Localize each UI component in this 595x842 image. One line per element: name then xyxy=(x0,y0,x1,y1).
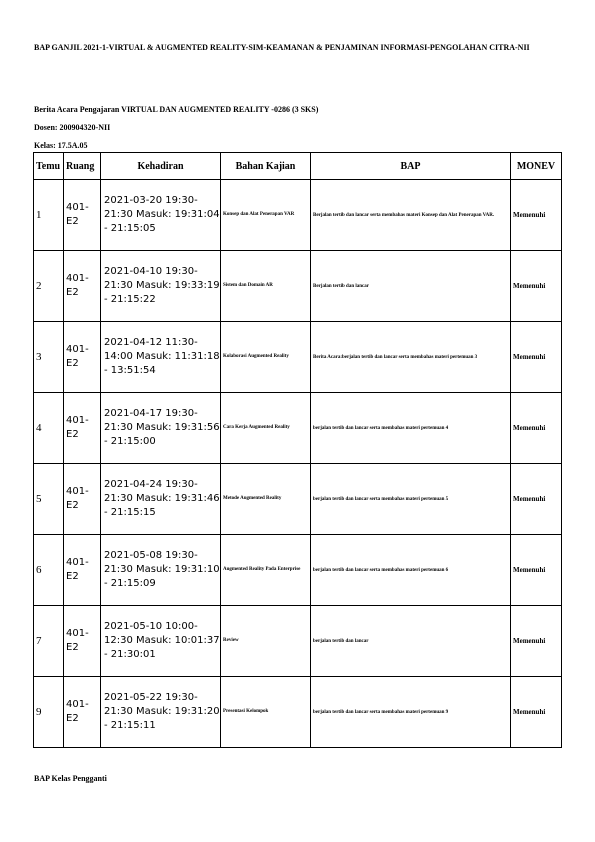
cell-kehadiran: 2021-05-08 19:30-21:30 Masuk: 19:31:10 - 21:15:09 xyxy=(101,535,221,606)
bap-table xyxy=(33,152,562,748)
course-name: Berita Acara Pengajaran VIRTUAL DAN AUGMENTED REALITY -0286 (3 SKS) xyxy=(34,105,319,114)
table-row xyxy=(34,322,562,393)
table-row xyxy=(34,251,562,322)
cell-bahan-kajian: Cara Kerja Augmented Reality xyxy=(221,393,311,464)
header-ruang: Ruang xyxy=(64,153,101,180)
table-row xyxy=(34,180,562,251)
cell-ruang: 401-E2 xyxy=(64,535,101,606)
cell-ruang: 401-E2 xyxy=(64,677,101,748)
cell-monev: Memenuhi xyxy=(511,322,562,393)
cell-bahan-kajian: Konsep dan Alat Penerapan VAR xyxy=(221,180,311,251)
cell-ruang: 401-E2 xyxy=(64,180,101,251)
cell-monev: Memenuhi xyxy=(511,464,562,535)
header-temu: Temu xyxy=(34,153,64,180)
cell-kehadiran: 2021-04-12 11:30-14:00 Masuk: 11:31:18 - 13:51:54 xyxy=(101,322,221,393)
header-monev: MONEV xyxy=(511,153,562,180)
cell-temu: 9 xyxy=(34,677,64,748)
table-row xyxy=(34,464,562,535)
cell-monev: Memenuhi xyxy=(511,606,562,677)
cell-bap: Berjalan tertib dan lancar serta membahas materi Konsep dan Alat Penerapan VAR. xyxy=(311,180,511,251)
table-row xyxy=(34,677,562,748)
cell-bap: Berita Acara:berjalan tertib dan lancar serta membahas materi pertemuan 3 xyxy=(311,322,511,393)
cell-ruang: 401-E2 xyxy=(64,322,101,393)
cell-kehadiran: 2021-03-20 19:30-21:30 Masuk: 19:31:04 - 21:15:05 xyxy=(101,180,221,251)
cell-kehadiran: 2021-05-22 19:30-21:30 Masuk: 19:31:20 - 21:15:11 xyxy=(101,677,221,748)
cell-bahan-kajian: Augmented Reality Pada Enterprise xyxy=(221,535,311,606)
cell-ruang: 401-E2 xyxy=(64,464,101,535)
cell-temu: 2 xyxy=(34,251,64,322)
cell-temu: 1 xyxy=(34,180,64,251)
cell-monev: Memenuhi xyxy=(511,251,562,322)
cell-bahan-kajian: Kolaborasi Augmented Reality xyxy=(221,322,311,393)
cell-kehadiran: 2021-04-17 19:30-21:30 Masuk: 19:31:56 - 21:15:00 xyxy=(101,393,221,464)
cell-temu: 7 xyxy=(34,606,64,677)
course-info xyxy=(34,101,318,155)
cell-ruang: 401-E2 xyxy=(64,251,101,322)
cell-bap: Berjalan tertib dan lancar xyxy=(311,251,511,322)
table-header-row xyxy=(34,153,562,180)
cell-kehadiran: 2021-04-10 19:30-21:30 Masuk: 19:33:19 - 21:15:22 xyxy=(101,251,221,322)
cell-temu: 5 xyxy=(34,464,64,535)
cell-bahan-kajian: Review xyxy=(221,606,311,677)
cell-ruang: 401-E2 xyxy=(64,393,101,464)
cell-temu: 4 xyxy=(34,393,64,464)
table-row xyxy=(34,535,562,606)
header-bap: BAP xyxy=(311,153,511,180)
cell-monev: Memenuhi xyxy=(511,677,562,748)
cell-bap: berjalan tertib dan lancar serta membahas materi pertemuan 6 xyxy=(311,535,511,606)
cell-temu: 6 xyxy=(34,535,64,606)
cell-monev: Memenuhi xyxy=(511,393,562,464)
table-row xyxy=(34,393,562,464)
cell-monev: Memenuhi xyxy=(511,535,562,606)
cell-kehadiran: 2021-04-24 19:30-21:30 Masuk: 19:31:46 - 21:15:15 xyxy=(101,464,221,535)
cell-ruang: 401-E2 xyxy=(64,606,101,677)
cell-temu: 3 xyxy=(34,322,64,393)
cell-bahan-kajian: Metode Augmented Reality xyxy=(221,464,311,535)
cell-bap: berjalan tertib dan lancar xyxy=(311,606,511,677)
class-code: Kelas: 17.5A.05 xyxy=(34,141,88,150)
cell-bahan-kajian: Presentasi Kelompok xyxy=(221,677,311,748)
cell-bahan-kajian: Sistem dan Domain AR xyxy=(221,251,311,322)
table-row xyxy=(34,606,562,677)
cell-bap: berjalan tertib dan lancar serta membahas materi pertemuan 9 xyxy=(311,677,511,748)
cell-monev: Memenuhi xyxy=(511,180,562,251)
lecturer-id: Dosen: 200904320-NII xyxy=(34,123,111,132)
cell-bap: berjalan tertib dan lancar serta membahas materi pertemuan 5 xyxy=(311,464,511,535)
header-bahan-kajian: Bahan Kajian xyxy=(221,153,311,180)
cell-kehadiran: 2021-05-10 10:00-12:30 Masuk: 10:01:37 - 21:30:01 xyxy=(101,606,221,677)
document-title: BAP GANJIL 2021-1-VIRTUAL & AUGMENTED REALITY-SIM-KEAMANAN & PENJAMINAN INFORMASI-PENGOLAHAN CITRA-NII xyxy=(34,43,530,52)
header-kehadiran: Kehadiran xyxy=(101,153,221,180)
cell-bap: berjalan tertib dan lancar serta membahas materi pertemuan 4 xyxy=(311,393,511,464)
section-title-substitute-class: BAP Kelas Pengganti xyxy=(34,774,107,783)
